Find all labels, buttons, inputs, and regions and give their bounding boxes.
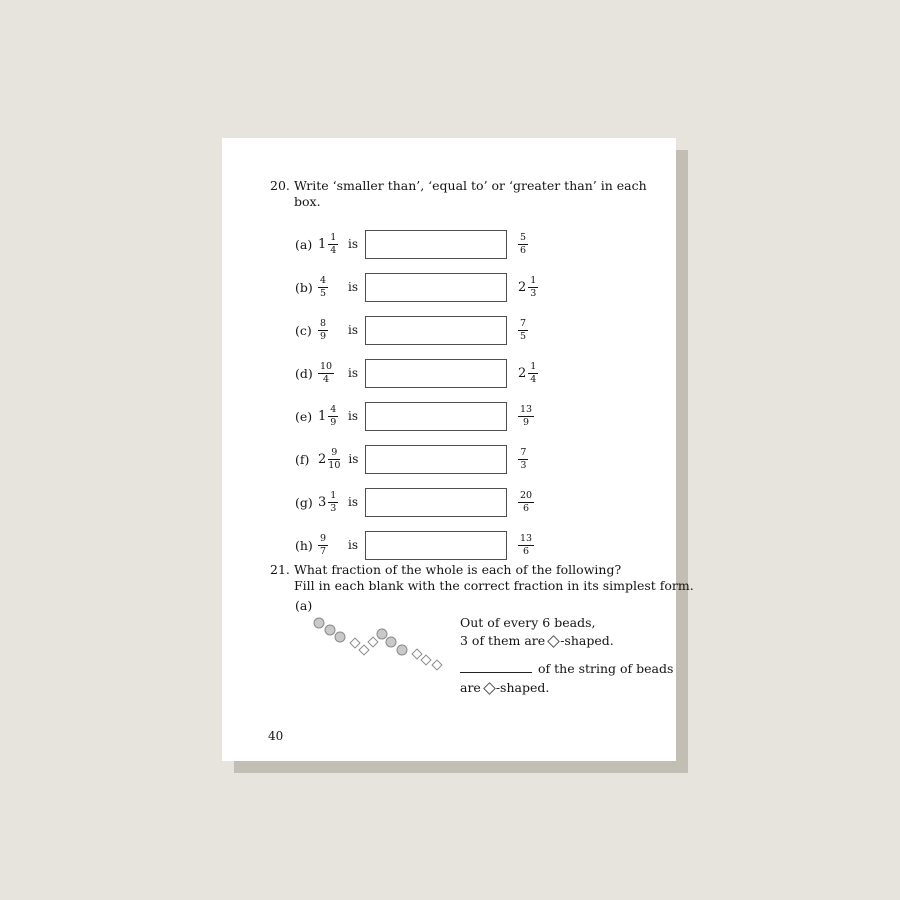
page-number: 40 [268,729,284,743]
left-numerator: 8 [320,317,327,329]
row-label: (a) [295,236,313,252]
right-denominator: 4 [530,374,537,385]
row-left-value [318,448,340,471]
row-right-value [518,276,540,299]
row-right-value [518,233,540,256]
diamond-icon [483,682,496,695]
right-fraction [528,362,538,385]
left-fraction [328,448,340,471]
left-numerator: 1 [330,489,337,501]
right-whole-number: 2 [518,365,527,381]
left-denominator: 4 [330,245,337,256]
is-word: is [348,280,358,294]
q20-rows [270,223,660,567]
right-numerator: 7 [520,317,527,329]
row-left-value [318,405,340,428]
is-word: is [348,495,358,509]
side-text-line2: 3 of them are -shaped. [460,633,614,649]
left-denominator: 9 [320,331,327,342]
right-numerator: 13 [520,403,533,415]
q20-row [270,223,660,266]
question-20 [270,178,660,567]
left-whole-number: 1 [318,408,327,424]
row-right-value [518,405,540,428]
right-denominator: 6 [523,546,530,557]
row-right-value [518,362,540,385]
row-left-value [318,362,340,385]
q20-row [270,438,660,481]
question-21-prompt-line2: Fill in each blank with the correct fraction in its simplest form. [294,578,694,594]
left-numerator: 9 [320,532,327,544]
left-denominator: 10 [328,460,341,471]
row-label: (h) [295,537,313,553]
right-fraction [518,534,534,557]
right-numerator: 5 [520,231,527,243]
left-fraction [328,491,338,514]
right-fraction [518,448,528,471]
question-20-number: 20. [270,178,290,193]
bead-string [295,614,455,684]
row-left-value [318,491,340,514]
row-label: (g) [295,494,313,510]
workbook-page [222,138,694,761]
left-denominator: 3 [330,503,337,514]
left-denominator: 9 [330,417,337,428]
row-left-value [318,276,340,299]
side-text-line3: of the string of beads [460,660,645,679]
row-label: (b) [295,279,313,295]
right-denominator: 6 [523,503,530,514]
right-fraction [518,405,534,428]
answer-box[interactable] [365,402,507,431]
answer-box[interactable] [365,359,507,388]
diamond-bead [420,654,431,665]
answer-box[interactable] [365,445,507,474]
q20-row [270,395,660,438]
is-word: is [348,323,358,337]
right-numerator: 1 [530,274,537,286]
right-denominator: 6 [520,245,527,256]
right-fraction [518,491,534,514]
is-word: is [348,409,358,423]
answer-box[interactable] [365,230,507,259]
left-fraction [318,276,328,299]
right-denominator: 5 [520,331,527,342]
left-fraction [328,405,338,428]
circle-bead [386,636,397,647]
circle-bead [325,624,336,635]
part-a-side-text [460,614,674,698]
diamond-icon [547,635,560,648]
question-21-number: 21. [270,562,290,577]
left-fraction [318,362,334,385]
row-right-value [518,319,540,342]
diamond-bead [431,659,442,670]
left-denominator: 7 [320,546,327,557]
row-left-value [318,233,340,256]
q20-row [270,524,660,567]
q20-row [270,309,660,352]
answer-box[interactable] [365,316,507,345]
left-whole-number: 1 [318,236,327,252]
q20-row [270,352,660,395]
left-fraction [328,233,338,256]
question-21-prompt-line1: What fraction of the whole is each of the following? [294,562,622,577]
row-left-value [318,319,340,342]
right-whole-number: 2 [518,279,527,295]
diamond-bead [349,637,360,648]
row-right-value [518,448,540,471]
left-denominator: 5 [320,288,327,299]
right-fraction [518,233,528,256]
left-whole-number: 2 [318,451,327,467]
is-word: is [348,538,358,552]
row-right-value [518,534,540,557]
circle-bead [335,631,346,642]
row-label: (d) [295,365,313,381]
right-fraction [528,276,538,299]
left-whole-number: 3 [318,494,327,510]
left-denominator: 4 [323,374,330,385]
is-word: is [348,366,358,380]
circle-bead [397,644,408,655]
left-fraction [318,534,328,557]
right-numerator: 13 [520,532,533,544]
right-denominator: 3 [530,288,537,299]
left-numerator: 1 [330,231,337,243]
left-fraction [318,319,328,342]
answer-box[interactable] [365,273,507,302]
left-numerator: 4 [330,403,337,415]
q20-row [270,266,660,309]
right-denominator: 9 [523,417,530,428]
left-numerator: 10 [320,360,333,372]
row-label: (f) [295,451,310,467]
right-fraction [518,319,528,342]
left-numerator: 4 [320,274,327,286]
question-20-prompt: Write ‘smaller than’, ‘equal to’ or ‘greater than’ in each box. [294,178,647,210]
row-label: (e) [295,408,313,424]
part-a-label: (a) [295,597,313,613]
is-word: is [348,452,359,466]
diamond-bead [367,636,378,647]
row-left-value [318,534,340,557]
side-text-line4: are -shaped. [460,679,550,695]
is-word: is [348,237,358,251]
right-numerator: 1 [530,360,537,372]
question-21 [270,562,694,698]
answer-box[interactable] [365,488,507,517]
answer-box[interactable] [365,531,507,560]
left-numerator: 9 [328,448,340,460]
right-numerator: 20 [520,489,533,501]
row-label: (c) [295,322,312,338]
q20-row [270,481,660,524]
circle-bead [314,617,325,628]
diamond-bead [358,644,369,655]
right-numerator: 7 [520,446,527,458]
question-21-prompt [294,562,694,595]
right-denominator: 3 [520,460,527,471]
answer-blank[interactable] [460,661,532,673]
side-text-line1: Out of every 6 beads, [460,614,596,630]
row-right-value [518,491,540,514]
